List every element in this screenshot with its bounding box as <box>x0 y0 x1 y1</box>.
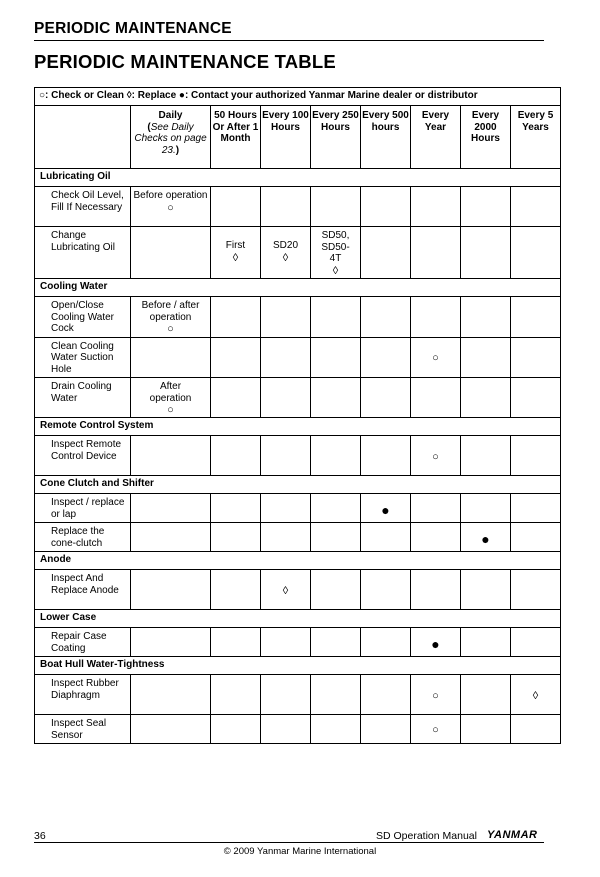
group-cooling-water: Cooling Water <box>35 279 561 297</box>
header-2000-hours: Every 2000 Hours <box>461 106 511 169</box>
group-remote-control: Remote Control System <box>35 418 561 436</box>
copyright: © 2009 Yanmar Marine International <box>223 846 377 857</box>
item-label: Drain Cooling Water <box>35 378 131 418</box>
contact-dealer-symbol: ● <box>381 501 390 518</box>
table-row <box>35 570 561 610</box>
cell-text: First <box>225 240 246 251</box>
cell-every-year <box>411 715 461 744</box>
check-clean-symbol: ○ <box>167 404 174 416</box>
maintenance-table <box>34 87 561 744</box>
header-item-blank <box>35 106 131 169</box>
header-daily-note: See Daily Checks on page 23. <box>134 121 207 156</box>
page-title: PERIODIC MAINTENANCE TABLE <box>34 51 336 72</box>
table-row <box>35 523 561 552</box>
column-header-row <box>35 106 561 169</box>
header-every-year: Every Year <box>411 106 461 169</box>
header-daily: Daily (See Daily Checks on page 23.) <box>131 106 211 169</box>
replace-symbol: ◊ <box>232 251 239 264</box>
table-row <box>35 494 561 523</box>
section-header: PERIODIC MAINTENANCE <box>34 20 544 41</box>
cell-text: SD20 <box>272 240 298 251</box>
manual-name: SD Operation Manual <box>376 830 477 842</box>
item-label: Clean Cooling Water Suction Hole <box>35 337 131 378</box>
item-label: Inspect Seal Sensor <box>35 715 131 744</box>
check-clean-symbol: ○ <box>432 689 439 702</box>
check-clean-symbol: ○ <box>167 201 174 214</box>
header-5-years: Every 5 Years <box>511 106 561 169</box>
cell-daily <box>131 297 211 338</box>
brand-logo: YANMAR <box>487 829 538 841</box>
replace-symbol: ◊ <box>532 689 539 702</box>
cell-daily <box>131 187 211 227</box>
contact-dealer-symbol: ● <box>431 635 440 652</box>
cell-2000-hours <box>461 523 511 552</box>
cell-every-year <box>411 628 461 657</box>
table-row <box>35 715 561 744</box>
table-row <box>35 628 561 657</box>
header-daily-label: Daily <box>158 110 183 121</box>
cell-text: Before operation <box>133 190 208 201</box>
cell-daily <box>131 378 211 418</box>
contact-dealer-symbol: ● <box>481 530 490 547</box>
cell-every-year <box>411 337 461 378</box>
item-label: Inspect Rubber Diaphragm <box>35 675 131 715</box>
cell-100-hours <box>261 227 311 279</box>
group-boat-hull: Boat Hull Water-Tightness <box>35 657 561 675</box>
table-row <box>35 227 561 279</box>
cell-5-years <box>511 675 561 715</box>
cell-100-hours <box>261 570 311 610</box>
cell-every-year <box>411 675 461 715</box>
table-row <box>35 297 561 338</box>
cell-text: Before / after operation <box>141 300 200 323</box>
group-cone-clutch: Cone Clutch and Shifter <box>35 476 561 494</box>
cell-500-hours <box>361 494 411 523</box>
replace-symbol: ◊ <box>332 264 339 277</box>
item-label: Replace the cone-clutch <box>35 523 131 552</box>
check-clean-symbol: ○ <box>432 450 439 463</box>
header-100-hours: Every 100 Hours <box>261 106 311 169</box>
item-label: Inspect And Replace Anode <box>35 570 131 610</box>
cell-text: After operation <box>149 381 192 404</box>
check-clean-symbol: ○ <box>432 352 439 365</box>
check-clean-symbol: ○ <box>432 724 439 736</box>
item-label: Inspect / replace or lap <box>35 494 131 523</box>
group-lubricating-oil: Lubricating Oil <box>35 169 561 187</box>
table-row <box>35 436 561 476</box>
table-row <box>35 378 561 418</box>
table-row <box>35 675 561 715</box>
page-number: 36 <box>34 830 46 842</box>
header-50-hours: 50 Hours Or After 1 Month <box>211 106 261 169</box>
cell-250-hours <box>311 227 361 279</box>
item-label: Repair Case Coating <box>35 628 131 657</box>
cell-text: SD50, SD50-4T <box>321 230 350 264</box>
group-anode: Anode <box>35 552 561 570</box>
group-lower-case: Lower Case <box>35 610 561 628</box>
header-250-hours: Every 250 Hours <box>311 106 361 169</box>
item-label: Check Oil Level, Fill If Necessary <box>35 187 131 227</box>
replace-symbol: ◊ <box>282 584 289 597</box>
cell-every-year <box>411 436 461 476</box>
table-row <box>35 187 561 227</box>
legend: ○: Check or Clean ◊: Replace ●: Contact your authorized Yanmar Marine dealer or distributor <box>35 88 561 106</box>
item-label: Open/Close Cooling Water Cock <box>35 297 131 338</box>
check-clean-symbol: ○ <box>167 323 174 335</box>
cell-50-hours <box>211 227 261 279</box>
table-row <box>35 337 561 378</box>
replace-symbol: ◊ <box>282 251 289 264</box>
header-500-hours: Every 500 hours <box>361 106 411 169</box>
item-label: Inspect Remote Control Device <box>35 436 131 476</box>
item-label: Change Lubricating Oil <box>35 227 131 279</box>
footer-divider <box>34 842 544 843</box>
